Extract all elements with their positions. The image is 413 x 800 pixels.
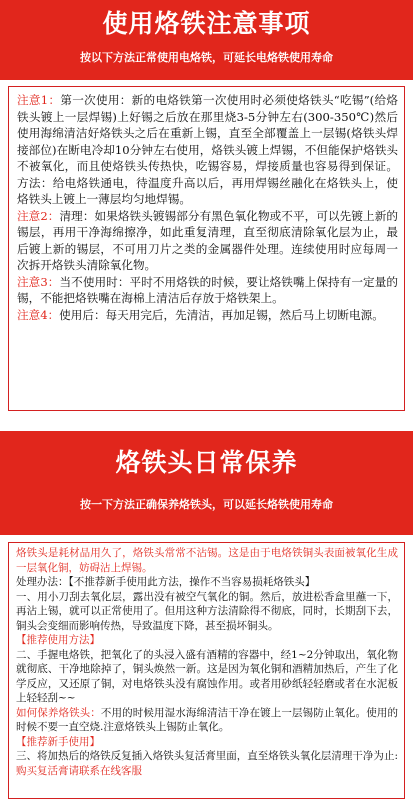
protect-line xyxy=(16,706,398,735)
maintenance-title: 烙铁头日常保养 xyxy=(115,448,298,477)
usage-notes-subtitle: 按以下方法正常使用电烙铁，可延长电烙铁使用寿命 xyxy=(80,51,333,64)
buy-text: 购买复活膏请联系在线客服 xyxy=(16,764,142,777)
method-one: 一、用小刀刮去氧化层，露出没有被空气氧化的铜。然后，放进松香盒里蘸一下，再沾上锡，就可以正常使用了。但用这种方法清除得不彻底，同时，长期刮下去，铜头会变细而影响传热，导致温度下降，甚至损坏铜头。 xyxy=(16,590,398,632)
note-1 xyxy=(17,92,398,208)
note-2-label: 注意2： xyxy=(17,208,60,223)
note-3 xyxy=(17,274,398,307)
note-4 xyxy=(17,307,398,324)
note-2-text: 清理：如果烙铁头镀锡部分有黑色氧化物或不平，可以先镀上新的锡层，再用干净海绵擦净，如此重复清理，直至彻底清除氧化层为止，最后镀上新的锡层，不可用刀片之类的金属器件处理。连续使用时应每周一次拆开烙铁头清除氧化物。 xyxy=(17,208,398,272)
note-4-label: 注意4： xyxy=(17,307,60,322)
protect-label: 如何保养烙铁头： xyxy=(16,706,101,719)
protect-text: 不用的时候用湿水海绵清洁干净在镀上一层锡防止氧化。使用的时候不要一直空烧.注意烙铁头上锡防止氧化。 xyxy=(16,706,399,733)
method-three-line xyxy=(16,749,398,778)
note-4-text: 使用后：每天用完后，先清洁，再加足锡，然后马上切断电源。 xyxy=(59,307,384,322)
maintenance-subtitle: 按一下方法正确保养烙铁头，可以延长烙铁使用寿命 xyxy=(80,498,333,511)
note-3-label: 注意3： xyxy=(17,274,60,289)
method-two: 二、手握电烙铁，把氧化了的头浸入盛有酒精的容器中，经1~2分钟取出，氧化物就彻底、干净地除掉了，铜头焕然一新。这是因为氧化铜和酒精加热后，产生了化学反应，又还原了铜，对电烙铁头没有腐蚀作用。或者用砂纸轻轻磨或者在水泥板上轻轻刮~~ xyxy=(16,648,398,704)
note-3-text: 当不使用时：平时不用烙铁的时候，要让烙铁嘴上保持有一定量的锡，不能把烙铁嘴在海棉上清洁后存放于烙铁架上。 xyxy=(17,274,398,305)
note-1-text: 第一次使用：新的电烙铁第一次使用时必须使烙铁头“吃锡”(给烙铁头镀上一层焊锡)上好锡之后放在那里烧3-5分钟左右(300-350℃)然后使用海绵清洁好烙铁头之后在重新上锡，直至全部覆盖上一层锡(烙铁头焊接部位)在断电冷却10分钟左右使用，烙铁头镀上焊锡，不但能保护烙铁头不被氧化，而且使烙铁头传热快，吃锡容易，焊接质量也容易得到保证。方法：给电烙铁通电，待温度升高以后，再用焊锡丝融化在烙铁头上，使烙铁头上镀上一薄层均匀地焊锡。 xyxy=(17,93,398,206)
maintenance-intro: 烙铁头是耗材品用久了，烙铁头常常不沾锡。这是由于电烙铁铜头表面被氧化生成一层氧化铜，妨碍沾上焊锡。 xyxy=(16,547,398,574)
usage-notes-panel xyxy=(8,86,405,411)
usage-notes-banner xyxy=(0,0,413,80)
method-heading-line xyxy=(16,575,398,590)
method-heading: 处理办法： xyxy=(16,576,69,588)
method-three: 三、将加热后的烙铁反复插入烙铁头复活膏里面，直至烙铁头氧化层清理干净为止: xyxy=(16,750,398,762)
not-recommended-tag: 【不推荐新手使用此方法，操作不当容易损耗烙铁头】 xyxy=(68,576,316,588)
note-2 xyxy=(17,208,398,274)
usage-notes-title: 使用烙铁注意事项 xyxy=(102,9,311,38)
recommended-novice-label: 【推荐新手使用】 xyxy=(16,735,100,748)
recommended-label: 【推荐使用方法】 xyxy=(16,634,100,646)
maintenance-banner xyxy=(0,431,413,535)
maintenance-panel xyxy=(8,542,405,799)
note-1-label: 注意1： xyxy=(17,93,61,107)
